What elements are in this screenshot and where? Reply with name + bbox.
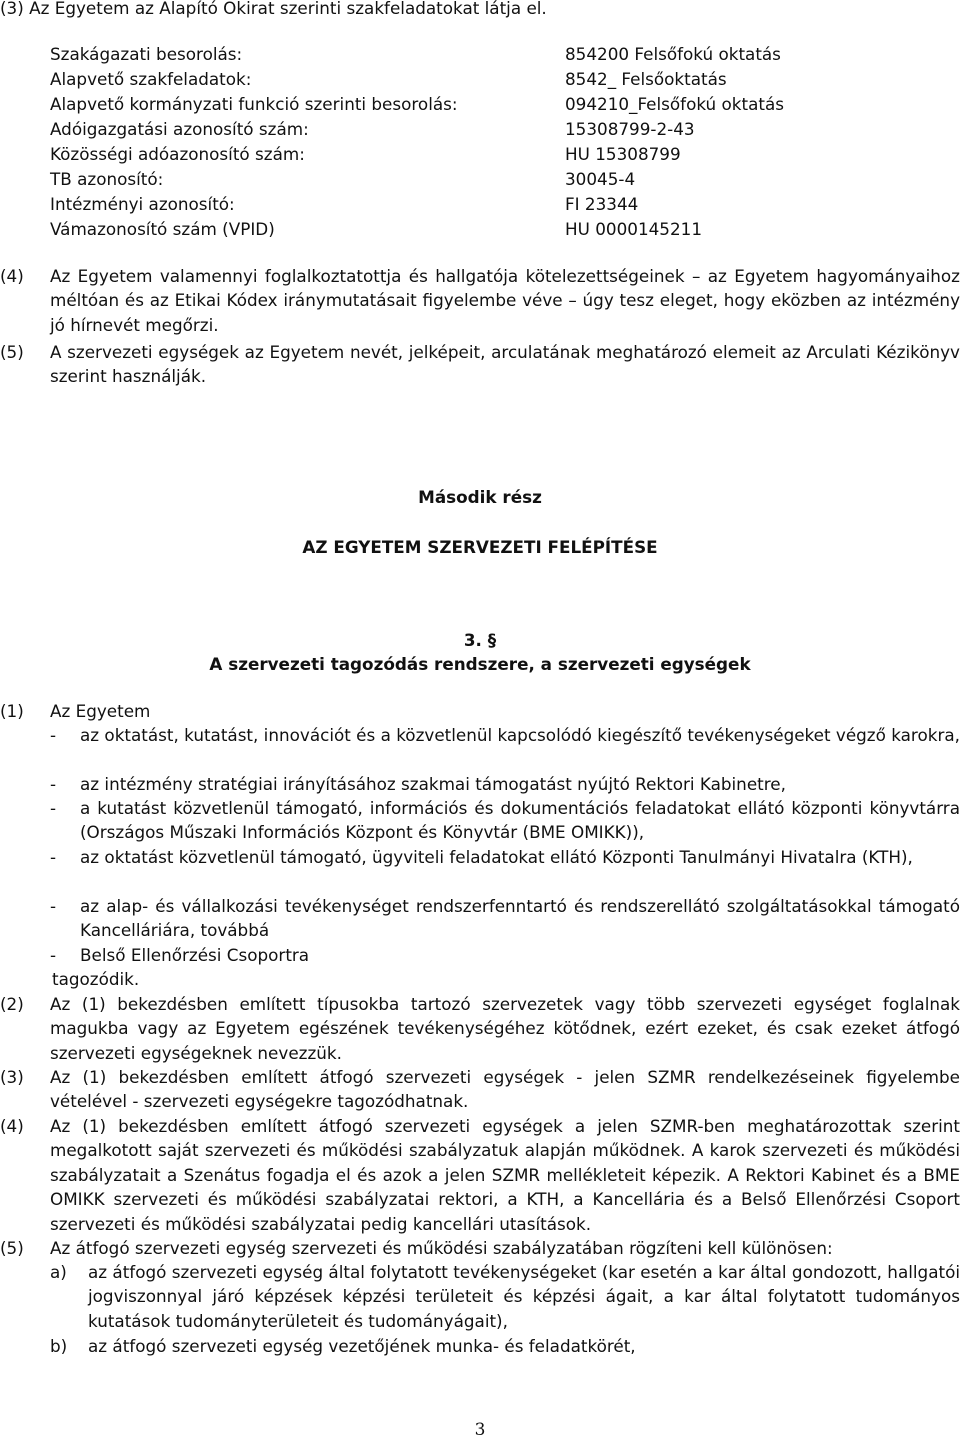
intro-paragraph: (3) Az Egyetem az Alapító Okirat szerinti szakfeladatokat látja el. — [0, 0, 547, 18]
list-item-text: az átfogó szervezeti egység vezetőjének munka- és feladatkörét, — [88, 1336, 636, 1356]
id-value: 094210_Felsőfokú oktatás — [565, 94, 784, 114]
id-label: Alapvető kormányzati funkció szerinti besorolás: — [50, 94, 458, 114]
list-item — [50, 943, 960, 967]
list-item-label: b) — [50, 1336, 68, 1356]
list-item-text: a kutatást közvetlenül támogató, információs és dokumentációs feladatokat ellátó központi könyvtárra (Országos Műszaki Információs Központ és Könyvtár (BME OMIKK)), — [80, 798, 960, 843]
paragraph-number: (2) — [0, 994, 24, 1014]
id-label: TB azonosító: — [50, 169, 164, 189]
id-label: Vámazonosító szám (VPID) — [50, 219, 275, 239]
list-item — [50, 894, 960, 943]
paragraph-4b: Az (1) bekezdésben említett átfogó szervezeti egységek a jelen SZMR-ben meghatározottak szerint megalkotott saját szervezeti és működési szabályzatuk alapján működnek. A karok szervezeti és működési szabályzatait a Szenátus fogadja el és azok a jelen SZMR mellékleteit képezik. A Rektori Kabinet és a BME OMIKK szervezeti és működési szabályzatai rektori, a KTH, a Kancellária és a Belső Ellenőrzési Csoport szervezeti és működési szabályzatai pedig kancellári utasítások. — [50, 1116, 960, 1234]
list-item-text: az oktatást közvetlenül támogató, ügyviteli feladatokat ellátó Központi Tanulmányi Hivatalra (KTH), — [80, 847, 913, 867]
id-value: 30045-4 — [565, 169, 636, 189]
part-subtitle: AZ EGYETEM SZERVEZETI FELÉPÍTÉSE — [302, 537, 658, 557]
list-item-label: a) — [50, 1262, 67, 1282]
list-item-text: Belső Ellenőrzési Csoportra — [80, 945, 310, 965]
list-item — [50, 796, 960, 845]
list-item — [50, 1334, 960, 1358]
list-dash: - — [50, 774, 57, 794]
id-label: Alapvető szakfeladatok: — [50, 69, 252, 89]
paragraph-number: (4) — [0, 1116, 24, 1136]
id-label: Szakágazati besorolás: — [50, 44, 243, 64]
paragraph-number: (5) — [0, 1238, 24, 1258]
paragraph-2: Az (1) bekezdésben említett típusokba tartozó szervezetek vagy több szervezeti egységet foglalnak magukba vagy az Egyetem egészének tevékenységéhez kötődnek, ezért ezeket, és csak ezeket átfogó szervezeti egységeknek nevezzük. — [50, 994, 960, 1063]
page-number: 3 — [474, 1420, 486, 1440]
id-value: 854200 Felsőfokú oktatás — [565, 44, 781, 64]
paragraph-number: (1) — [0, 701, 24, 721]
id-value: HU 15308799 — [565, 144, 681, 164]
list-dash: - — [50, 896, 57, 916]
id-value: 8542_ Felsőoktatás — [565, 69, 727, 89]
list-item-text: az oktatást, kutatást, innovációt és a közvetlenül kapcsolódó kiegészítő tevékenységeket végző karokra, — [80, 725, 960, 745]
list-item — [50, 845, 960, 869]
list-item-text: az alap- és vállalkozási tevékenységet rendszerfenntartó és rendszerellátó szolgáltatásokkal támogató Kancelláriára, továbbá — [80, 896, 960, 941]
list-dash: - — [50, 847, 57, 867]
paragraph-3: Az (1) bekezdésben említett átfogó szervezeti egységek - jelen SZMR rendelkezéseinek figyelembe vételével - szervezeti egységekre tagozódhatnak. — [50, 1067, 960, 1112]
paragraph-number: (3) — [0, 1067, 24, 1087]
list-lead: Az Egyetem — [50, 701, 151, 721]
paragraph-4: Az Egyetem valamennyi foglalkoztatottja és hallgatója kötelezettségeinek – az Egyetem hagyományaihoz méltóan és az Etikai Kódex iránymutatásait figyelembe véve – úgy tesz eleget, hogy eközben az intézmény jó hírnevét megőrzi. — [50, 266, 960, 335]
id-label: Közösségi adóazonosító szám: — [50, 144, 305, 164]
part-title: Második rész — [418, 487, 542, 507]
id-label: Adóigazgatási azonosító szám: — [50, 119, 309, 139]
list-item-text: az intézmény stratégiai irányításához szakmai támogatást nyújtó Rektori Kabinetre, — [80, 774, 786, 794]
section-number: 3. § — [463, 630, 497, 650]
section-title: A szervezeti tagozódás rendszere, a szervezeti egységek — [209, 654, 751, 674]
id-value: HU 0000145211 — [565, 219, 703, 239]
list-item-text: az átfogó szervezeti egység által folytatott tevékenységeket (kar esetén a kar által gondozott, hallgatói jogviszonnyal járó képzések képzési területeit és képzési ágait, a kar által folytatott tudományos kutatások tudományterületeit és tudományágait), — [88, 1262, 960, 1331]
id-label: Intézményi azonosító: — [50, 194, 235, 214]
id-value: 15308799-2-43 — [565, 119, 695, 139]
list-item — [50, 772, 960, 796]
list-tail: tagozódik. — [52, 969, 140, 989]
paragraph-number: (4) — [0, 266, 24, 286]
list-lead: Az átfogó szervezeti egység szervezeti és működési szabályzatában rögzíteni kell különösen: — [50, 1238, 833, 1258]
list-item — [50, 1260, 960, 1333]
paragraph-5: A szervezeti egységek az Egyetem nevét, jelképeit, arculatának meghatározó elemeit az Arculati Kézikönyv szerint használják. — [50, 342, 960, 387]
list-dash: - — [50, 798, 57, 818]
list-dash: - — [50, 725, 57, 745]
id-value: FI 23344 — [565, 194, 639, 214]
paragraph-number: (5) — [0, 342, 24, 362]
list-dash: - — [50, 945, 57, 965]
list-item — [50, 723, 960, 747]
